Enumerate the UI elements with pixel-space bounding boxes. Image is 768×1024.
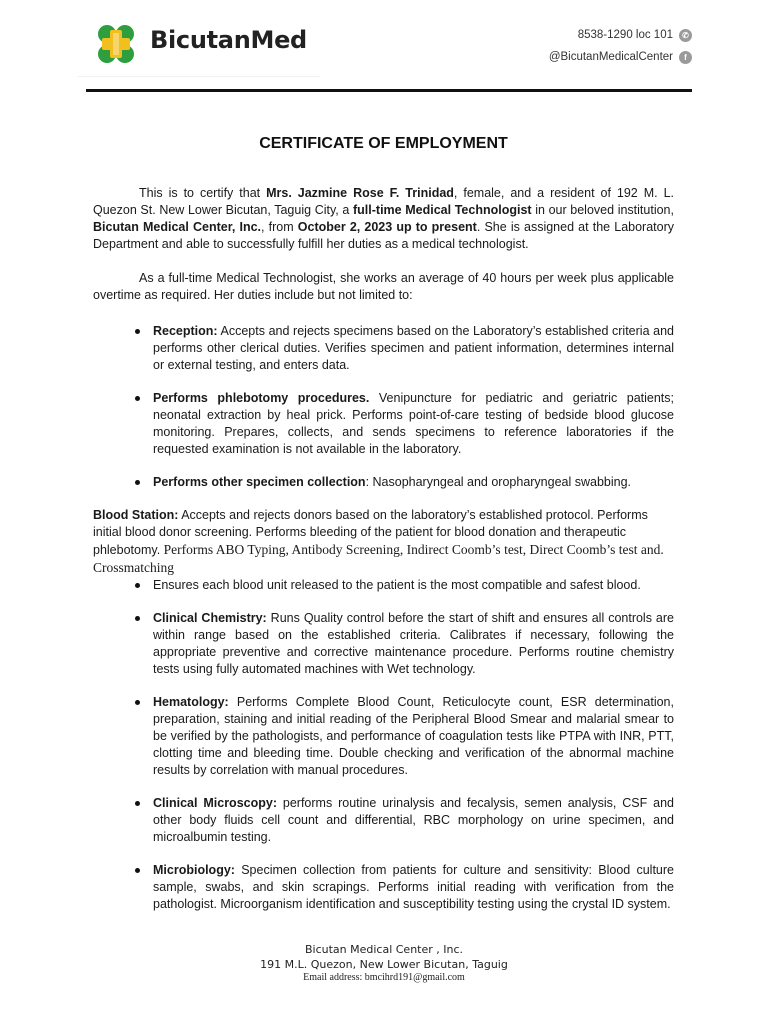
duty-text: Accepts and rejects specimens based on the Laboratory’s established criteria and performs other clerical duties. Verifies specimen and patient information, determines internal or external testing, and enters data.	[153, 324, 674, 372]
document-title: CERTIFICATE OF EMPLOYMENT	[259, 135, 508, 152]
intro-text: , from	[261, 220, 298, 234]
section-text: performs routine urinalysis and fecalysis, semen analysis, CSF and other body fluids cell count and differential, RBC morphology on urine specimen, and microalbumin testing.	[153, 796, 674, 844]
duty-text: Venipuncture for pediatric and geriatric patients; neonatal extraction by heal prick. Performs point-of-care testing of bedside blood glucose monitoring. Prepares, collects, and sends specimens to reference laboratories if the requested examination is not available in the laboratory.	[153, 391, 674, 456]
duty-label: Performs other specimen collection	[153, 475, 366, 489]
list-item	[93, 862, 674, 913]
certificate-body	[93, 135, 674, 913]
footer-company: Bicutan Medical Center , Inc.	[304, 943, 464, 956]
list-item	[93, 323, 674, 374]
intro-text: This is to certify that	[139, 186, 267, 200]
section-text: Runs Quality control before the start of shift and ensures all controls are within range based on the established criteria. Calibrates if necessary, following the appropriate preventive and corrective maintenance procedure. Performs routine chemistry tests using fully automated machines with Wet technology.	[153, 611, 674, 676]
section-label: Microbiology:	[153, 863, 235, 877]
medical-cross-logo-icon	[94, 24, 138, 64]
section-label: Clinical Microscopy:	[153, 796, 277, 810]
blood-station-paragraph	[93, 507, 674, 577]
blood-station-list	[93, 577, 674, 913]
section-text: Specimen collection from patients for culture and sensitivity: Blood culture sample, swabs, and skin scrapings. Performs initial reading with verification from the pathologist. Microorganism identification and susceptibility testing using the crystal ID system.	[153, 863, 674, 911]
duty-label: Performs phlebotomy procedures.	[153, 391, 370, 405]
list-item	[93, 795, 674, 846]
intro-text: , female, and a resident of 192 M. L. Quezon St. New Lower Bicutan, Taguig City, a	[93, 186, 675, 217]
employee-position: full-time Medical Technologist	[353, 203, 532, 217]
phone-icon: ✆	[679, 29, 692, 42]
list-item	[93, 577, 674, 594]
list-item	[93, 474, 674, 491]
bullet-icon	[135, 583, 140, 588]
phone-number: 8538-1290 loc 101	[577, 29, 673, 41]
duty-label: Reception:	[153, 324, 218, 338]
intro-text: . She is assigned at the Laboratory Department and able to successfully fulfill her duties as a medical technologist.	[93, 220, 675, 251]
bullet-icon	[135, 396, 140, 401]
logo	[78, 12, 320, 77]
footer-email[interactable]: Email address: bmcihrd191@gmail.com	[303, 972, 465, 983]
section-label: Clinical Chemistry:	[153, 611, 267, 625]
section-text: Performs ABO Typing, Antibody Screening, Indirect Coomb’s test, Direct Coomb’s test and. Crossmatching	[93, 542, 664, 575]
brand-name: BicutanMed	[150, 26, 307, 54]
bullet-icon	[135, 616, 140, 621]
section-text: Performs Complete Blood Count, Reticulocyte count, ESR determination, preparation, staining and initial reading of the Peripheral Blood Smear and malarial smear to be verified by the pathologists, and performance of coagulation tests like PTPA with INR, PTT, clotting time and bleeding time. Double checking and verification of the abnormal machine results by correlation with manual procedures.	[153, 695, 674, 777]
duty-text: : Nasopharyngeal and oropharyngeal swabbing.	[365, 475, 632, 489]
list-item	[93, 610, 674, 678]
employee-name: Mrs. Jazmine Rose F. Trinidad	[266, 186, 454, 200]
intro-paragraph	[93, 185, 674, 253]
header-divider	[86, 89, 692, 92]
bullet-icon	[135, 801, 140, 806]
bullet-icon	[135, 329, 140, 334]
bullet-icon	[135, 480, 140, 485]
section-label: Blood Station:	[93, 508, 179, 522]
bullet-text: Ensures each blood unit released to the patient is the most compatible and safest blood.	[153, 578, 641, 592]
page-footer	[0, 942, 768, 984]
bullet-icon	[135, 700, 140, 705]
company-name: Bicutan Medical Center, Inc.	[93, 220, 262, 234]
intro-text: in our beloved institution,	[531, 203, 674, 217]
section-text: Accepts and rejects donors based on the laboratory’s established protocol. Performs initial blood donor screening. Performs bleeding of the patient for blood donation and therapeutic phlebotomy.	[93, 508, 648, 557]
duties-list	[93, 323, 674, 491]
facebook-icon[interactable]: f	[679, 51, 692, 64]
bullet-icon	[135, 868, 140, 873]
section-label: Hematology:	[153, 695, 229, 709]
letterhead	[0, 0, 768, 92]
footer-address: 191 M.L. Quezon, New Lower Bicutan, Taguig	[260, 958, 508, 971]
facebook-handle[interactable]: @BicutanMedicalCenter	[548, 51, 673, 63]
list-item	[93, 390, 674, 458]
employment-period: October 2, 2023 up to present	[297, 220, 477, 234]
hours-paragraph: As a full-time Medical Technologist, she works an average of 40 hours per week plus applicable overtime as required. Her duties include but not limited to:	[93, 271, 674, 302]
contact-info	[549, 24, 692, 68]
list-item	[93, 694, 674, 779]
